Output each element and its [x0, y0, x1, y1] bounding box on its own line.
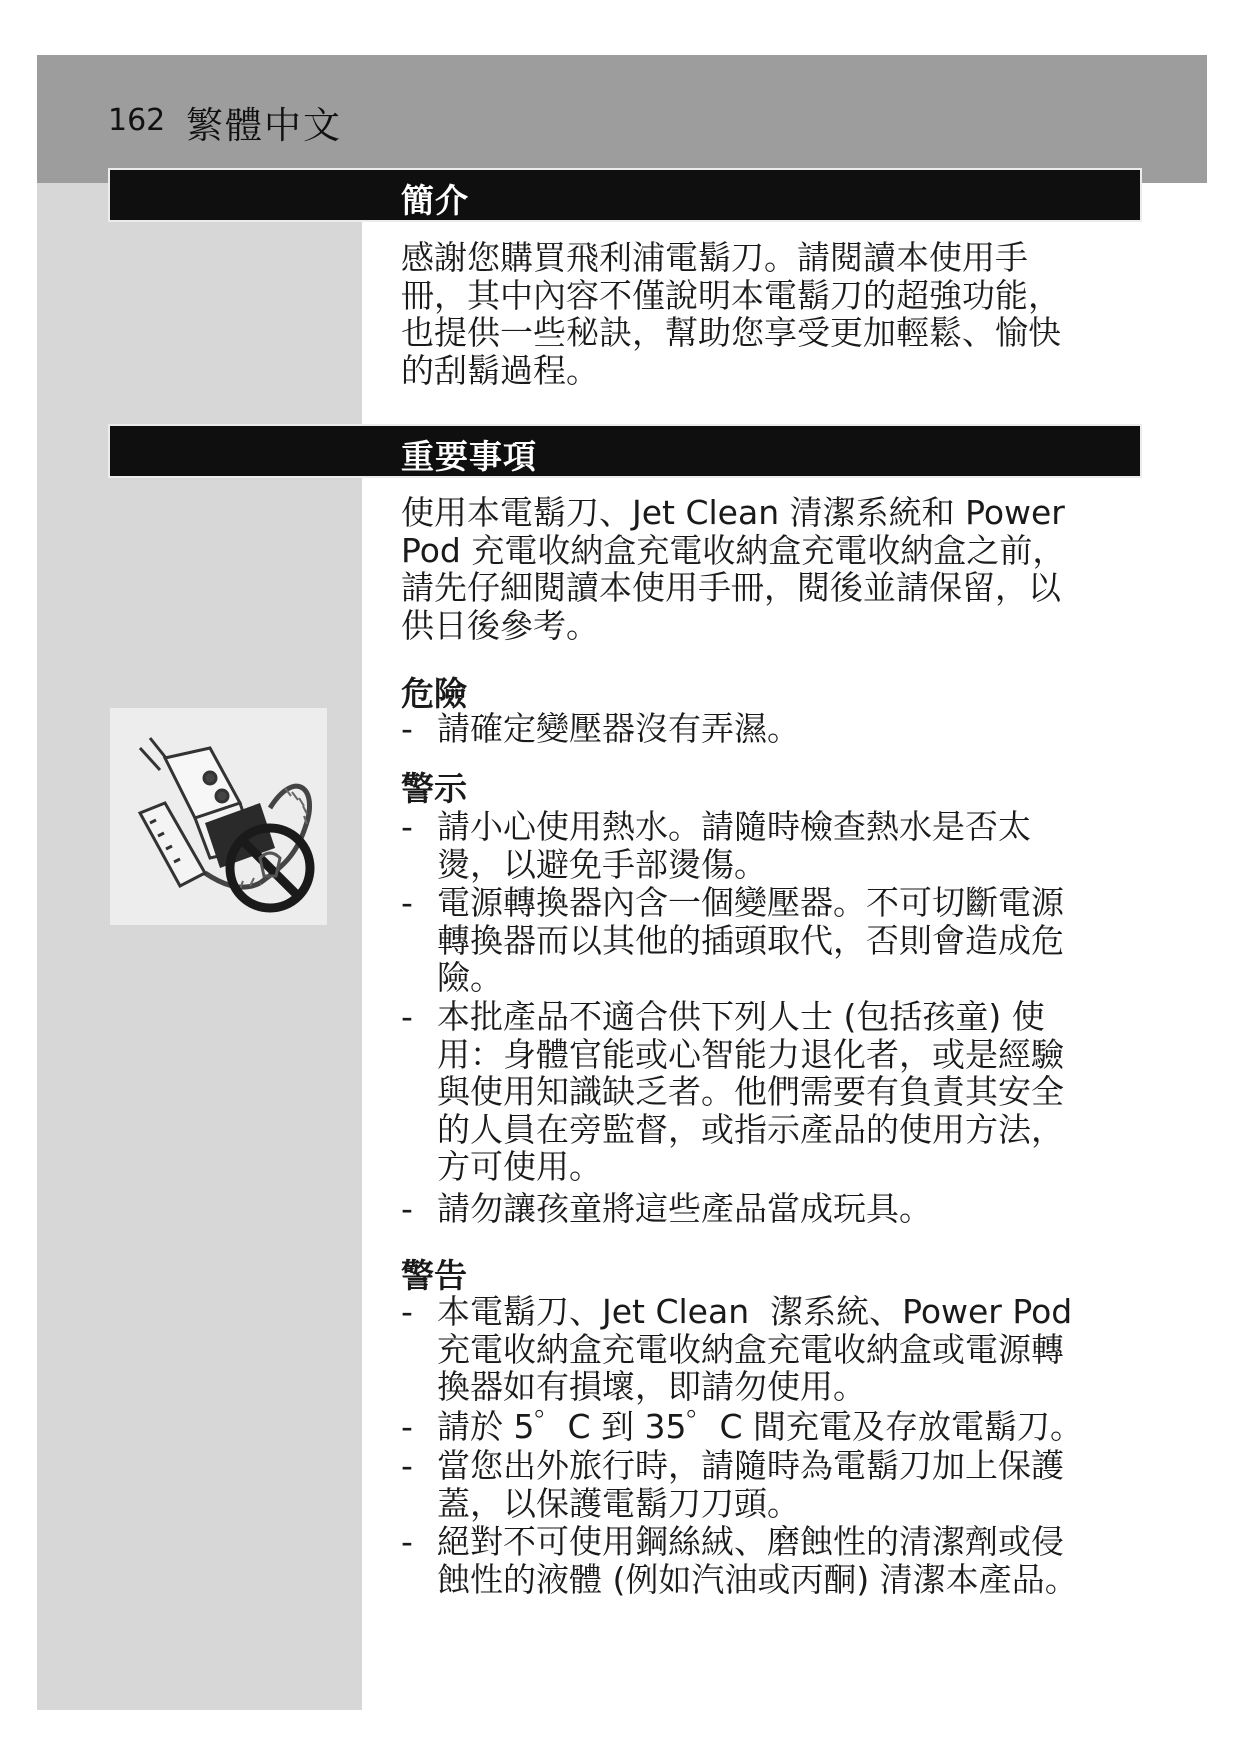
text-line: 轉換器而以其他的插頭取代，否則會造成危	[437, 920, 1064, 960]
text-line: 供日後參考。	[401, 605, 599, 645]
section-bar-important	[110, 426, 1140, 476]
text-line: 險。	[437, 958, 503, 997]
intro-paragraph	[401, 239, 1061, 389]
text-line: 的刮鬍過程。	[401, 350, 599, 390]
text-line: 的人員在旁監督，或指示產品的使用方法，	[437, 1109, 1064, 1149]
text-line: 請先仔細閱讀本使用手冊，閱後並請保留，以	[401, 568, 1061, 607]
text-line: 蝕性的液體 (例如汽油或丙酮) 清潔本產品。	[437, 1559, 1078, 1599]
left-margin-column	[37, 183, 362, 1710]
caution-title: 警示	[401, 769, 467, 808]
bullet-dash: -	[401, 1407, 413, 1446]
warning-title: 警告	[401, 1256, 467, 1295]
bullet-dash: -	[401, 1292, 413, 1331]
bullet-dash: -	[401, 883, 413, 922]
bullet-dash: -	[401, 997, 413, 1036]
text-line: 充電收納盒充電收納盒充電收納盒或電源轉	[437, 1329, 1064, 1369]
section-heading-important: 重要事項	[401, 437, 537, 476]
text-line: 絕對不可使用鋼絲絨、磨蝕性的清潔劑或侵	[437, 1522, 1064, 1561]
text-line: 當您出外旅行時，請隨時為電鬍刀加上保護	[437, 1446, 1064, 1485]
text-line: Pod 充電收納盒充電收納盒充電收納盒之前，	[401, 530, 1066, 570]
bullet-dash: -	[401, 807, 413, 846]
text-line: 方可使用。	[437, 1147, 602, 1186]
text-line: 請勿讓孩童將這些產品當成玩具。	[437, 1189, 932, 1228]
text-line: 請小心使用熱水。請隨時檢查熱水是否太	[437, 807, 1031, 846]
page-number: 162	[108, 103, 166, 138]
section-bar-intro	[110, 170, 1140, 220]
bullet-dash: -	[401, 709, 413, 748]
important-paragraph	[401, 494, 1065, 644]
text-line: 感謝您購買飛利浦電鬍刀。請閱讀本使用手	[401, 238, 1028, 277]
text-line: 用：身體官能或心智能力退化者，或是經驗	[437, 1034, 1064, 1074]
text-line: 冊，其中內容不僅說明本電鬍刀的超強功能，	[401, 275, 1061, 315]
text-line: 蓋，以保護電鬍刀刀頭。	[437, 1483, 800, 1523]
bullet-dash: -	[401, 1189, 413, 1228]
text-line: 與使用知識缺乏者。他們需要有負責其安全	[437, 1072, 1064, 1111]
bullet-dash: -	[401, 1446, 413, 1485]
text-line: 燙，以避免手部燙傷。	[437, 844, 767, 884]
danger-title: 危險	[401, 674, 467, 713]
text-line: 本批產品不適合供下列人士 (包括孩童) 使	[437, 997, 1045, 1036]
text-line: 本電鬍刀、Jet Clean 潔系統、Power Pod	[437, 1292, 1073, 1331]
text-line: 換器如有損壞，即請勿使用。	[437, 1367, 866, 1406]
text-line: 也提供一些秘訣，幫助您享受更加輕鬆、愉快	[401, 313, 1061, 352]
text-line: 請確定變壓器沒有弄濕。	[437, 709, 800, 748]
text-line: 使用本電鬍刀、Jet Clean 清潔系統和 Power	[401, 493, 1065, 532]
page-language-title: 繁體中文	[186, 104, 342, 147]
section-heading-intro: 簡介	[401, 181, 469, 220]
adapter-no-water-icon	[110, 708, 327, 925]
text-line: 電源轉換器內含一個變壓器。不可切斷電源	[437, 883, 1064, 922]
bullet-dash: -	[401, 1522, 413, 1561]
text-line: 請於 5゜C 到 35゜C 間充電及存放電鬍刀。	[437, 1407, 1084, 1446]
